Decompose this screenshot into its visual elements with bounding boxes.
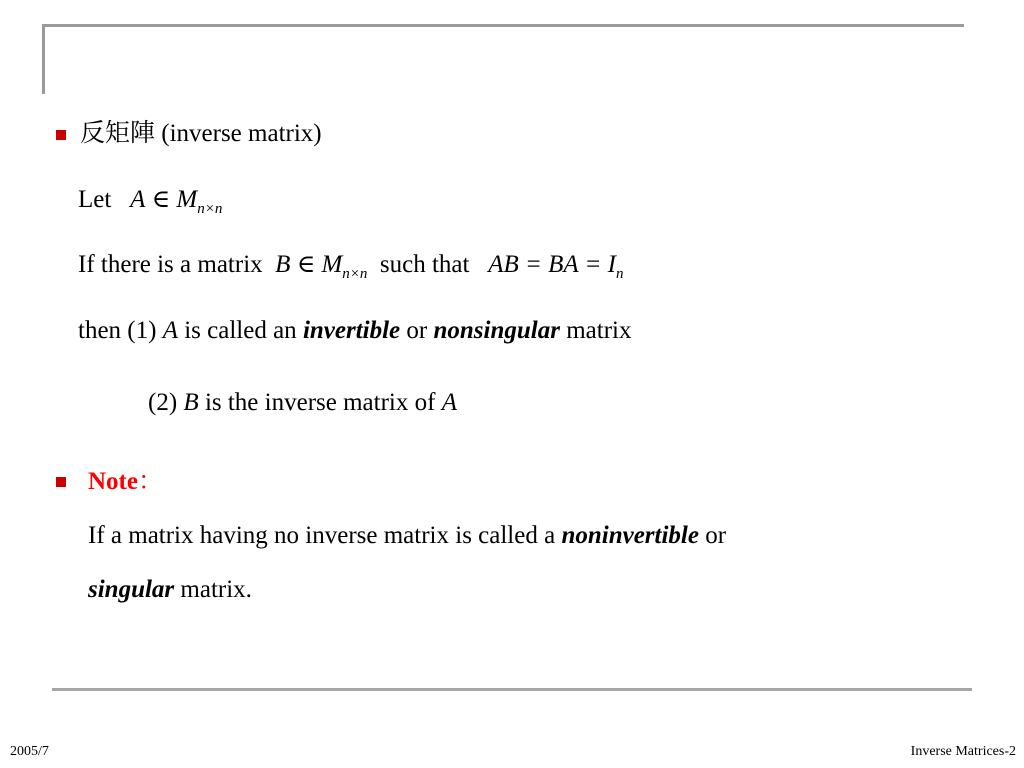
item2-line xyxy=(148,388,457,418)
then-end: matrix xyxy=(566,317,632,344)
footer-date: 2005/7 xyxy=(10,744,49,759)
note-line-2 xyxy=(88,575,252,605)
let-line xyxy=(78,185,222,218)
math-var-b: B xyxy=(275,251,291,278)
math-set-m: M xyxy=(321,251,343,278)
then-prefix: then (1) xyxy=(78,317,157,344)
if-line xyxy=(78,250,623,283)
such-that: such that xyxy=(379,251,470,278)
math-element-of: ∈ xyxy=(151,186,171,213)
math-element-of: ∈ xyxy=(296,251,316,278)
item2-mid: is the inverse matrix of xyxy=(204,389,436,416)
math-subscript: n×n xyxy=(342,266,368,282)
note-line2-end: matrix. xyxy=(180,576,252,603)
math-subscript: n×n xyxy=(197,201,223,217)
note-heading xyxy=(88,466,163,497)
item2-prefix: (2) xyxy=(148,389,178,416)
top-border-rule xyxy=(42,24,964,27)
math-set-m: M xyxy=(176,186,198,213)
left-border-rule xyxy=(42,24,45,94)
math-var-a: A xyxy=(130,186,146,213)
section-title xyxy=(80,118,322,149)
or-word: or xyxy=(406,317,428,344)
cjk-title: 反矩陣 xyxy=(80,118,156,147)
let-word: Let xyxy=(78,186,112,213)
term-nonsingular: nonsingular xyxy=(433,317,560,344)
math-var-a: A xyxy=(441,389,457,416)
math-var-a: A xyxy=(162,317,178,344)
bullet-square-icon xyxy=(56,130,66,140)
math-var-b: B xyxy=(183,389,199,416)
math-equation: AB = BA = I xyxy=(488,251,616,278)
term-noninvertible: noninvertible xyxy=(561,522,699,549)
footer-rule xyxy=(52,688,972,691)
then-line xyxy=(78,316,631,346)
footer-page-label: Inverse Matrices-2 xyxy=(910,744,1016,759)
title-paren: (inverse matrix) xyxy=(161,120,322,147)
bullet-square-icon xyxy=(56,477,66,487)
if-prefix: If there is a matrix xyxy=(78,251,263,278)
note-colon: ： xyxy=(137,466,163,495)
term-invertible: invertible xyxy=(302,317,401,344)
then-mid: is called an xyxy=(184,317,297,344)
term-singular: singular xyxy=(88,576,175,603)
or-word: or xyxy=(705,522,727,549)
note-label: Note xyxy=(88,468,138,495)
note-line-1 xyxy=(88,521,726,551)
note-line1-prefix: If a matrix having no inverse matrix is called a xyxy=(88,522,556,549)
math-subscript-n: n xyxy=(615,266,624,282)
